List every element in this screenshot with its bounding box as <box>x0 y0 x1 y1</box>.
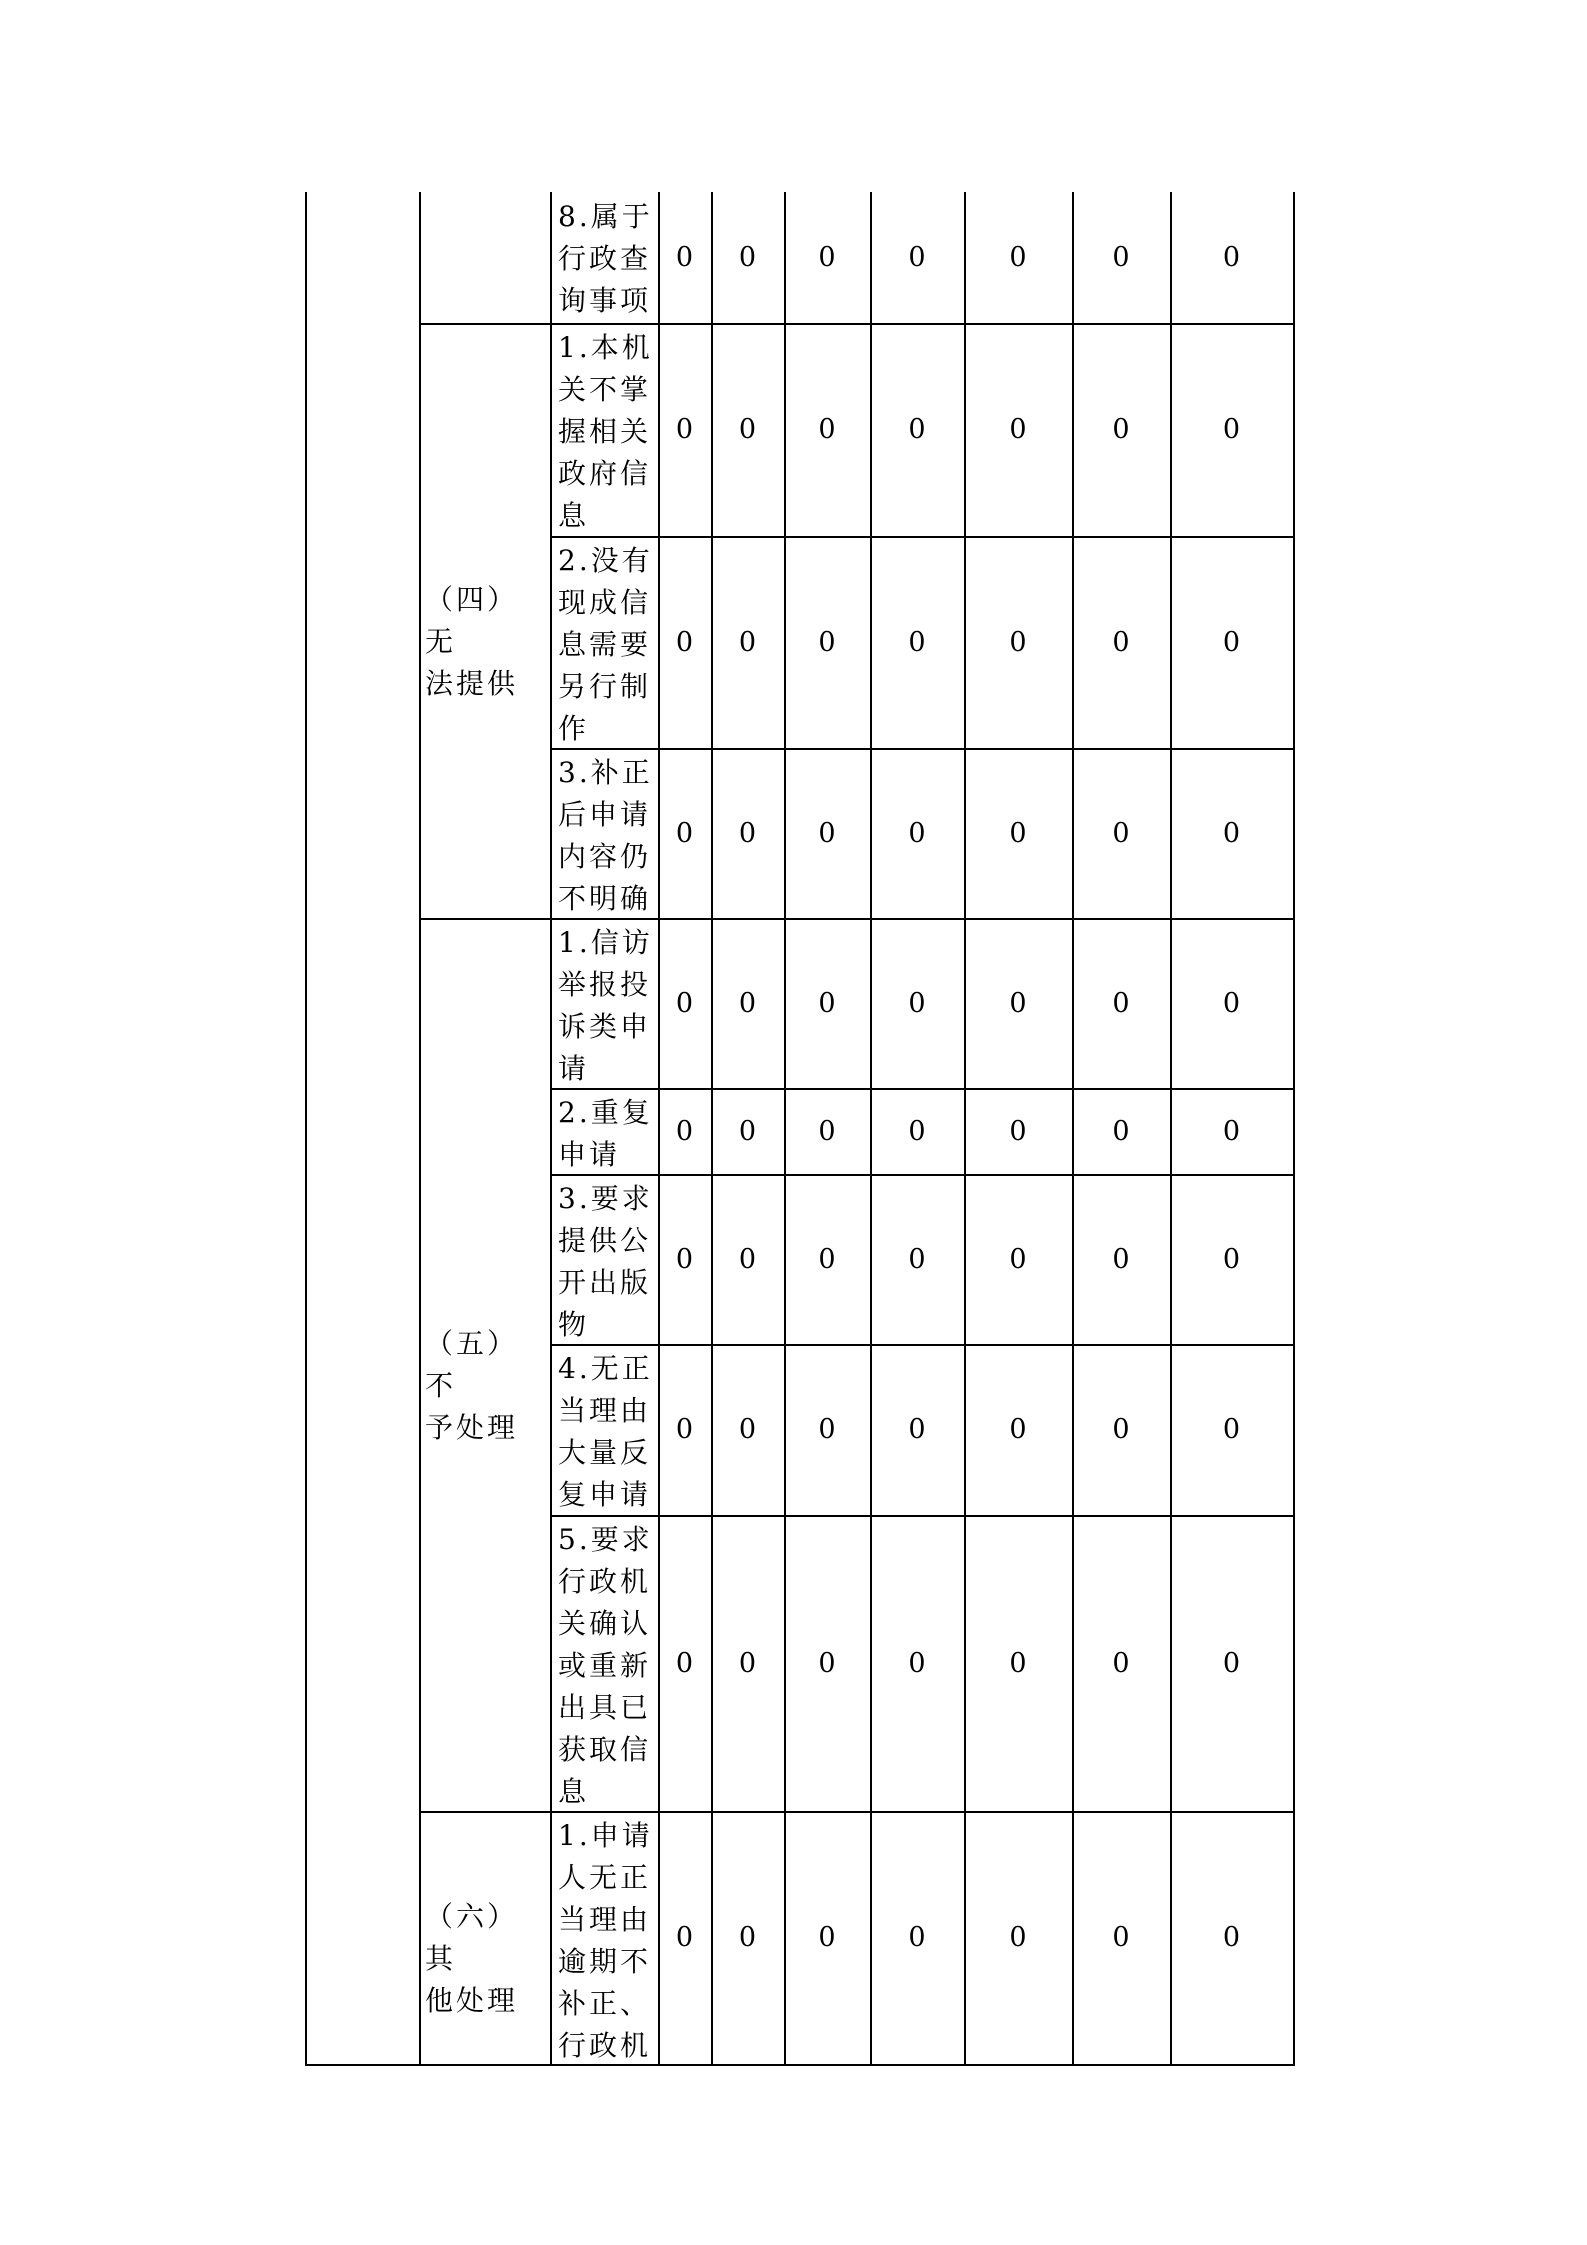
row-label: 4.无正 当理由 大量反 复申请 <box>558 1352 653 1511</box>
table-border-left <box>305 192 307 2066</box>
group-label: （六）其 他处理 <box>425 1899 519 2017</box>
value-cell: 0 <box>675 626 694 658</box>
column-divider <box>550 192 552 2064</box>
value-cell: 0 <box>818 1115 836 1147</box>
value-cell: 0 <box>1009 242 1027 273</box>
value-cell: 0 <box>1222 626 1241 658</box>
value-cell: 0 <box>1009 987 1027 1019</box>
value-cell: 0 <box>818 1647 836 1679</box>
value-cell: 0 <box>738 1922 757 1953</box>
value-cell: 0 <box>1222 817 1241 849</box>
value-cell: 0 <box>675 242 694 273</box>
value-cell: 0 <box>1009 626 1027 658</box>
value-cell: 0 <box>1009 817 1027 849</box>
value-cell: 0 <box>1112 1414 1130 1445</box>
value-cell: 0 <box>908 1922 926 1953</box>
value-cell: 0 <box>1112 987 1130 1019</box>
value-cell: 0 <box>908 1647 926 1679</box>
group-label: （四）无 法提供 <box>425 582 519 700</box>
value-cell: 0 <box>1222 1414 1241 1445</box>
row-label: 2.重复 申请 <box>558 1096 653 1171</box>
table-border-bottom <box>305 2064 1295 2066</box>
value-cell: 0 <box>1222 1647 1241 1679</box>
value-cell: 0 <box>1112 817 1130 849</box>
value-cell: 0 <box>1009 1243 1027 1275</box>
value-cell: 0 <box>738 1647 757 1679</box>
row-label: 1.本机 关不掌 握相关 政府信 息 <box>558 331 653 532</box>
value-cell: 0 <box>1009 414 1027 445</box>
value-cell: 0 <box>675 1115 694 1147</box>
value-cell: 0 <box>675 987 694 1019</box>
value-cell: 0 <box>1112 1115 1130 1147</box>
value-cell: 0 <box>675 1243 694 1275</box>
group-label: （五）不 予处理 <box>425 1326 519 1444</box>
value-cell: 0 <box>1009 1115 1027 1147</box>
value-cell: 0 <box>818 1243 836 1275</box>
value-cell: 0 <box>908 1115 926 1147</box>
value-cell: 0 <box>675 1922 694 1953</box>
value-cell: 0 <box>1222 1922 1241 1953</box>
value-cell: 0 <box>1222 1115 1241 1147</box>
value-cell: 0 <box>908 1243 926 1275</box>
value-cell: 0 <box>818 626 836 658</box>
row-label: 5.要求 行政机 关确认 或重新 出具已 获取信 息 <box>558 1523 653 1808</box>
value-cell: 0 <box>675 1647 694 1679</box>
value-cell: 0 <box>738 987 757 1019</box>
value-cell: 0 <box>1112 414 1130 445</box>
value-cell: 0 <box>738 242 757 273</box>
value-cell: 0 <box>1112 242 1130 273</box>
value-cell: 0 <box>1112 1647 1130 1679</box>
value-cell: 0 <box>908 987 926 1019</box>
column-divider <box>419 192 421 2064</box>
value-cell: 0 <box>818 987 836 1019</box>
value-cell: 0 <box>818 242 836 273</box>
value-cell: 0 <box>1222 414 1241 445</box>
row-label: 1.申请 人无正 当理由 逾期不 补正、 行政机 <box>558 1819 653 2062</box>
value-cell: 0 <box>738 1414 757 1445</box>
value-cell: 0 <box>675 414 694 445</box>
value-cell: 0 <box>738 1115 757 1147</box>
value-cell: 0 <box>1222 987 1241 1019</box>
row-label: 3.补正 后申请 内容仍 不明确 <box>558 756 653 915</box>
value-cell: 0 <box>818 1922 836 1953</box>
value-cell: 0 <box>1009 1922 1027 1953</box>
row-label: 1.信访 举报投 诉类申 请 <box>558 926 653 1085</box>
value-cell: 0 <box>738 817 757 849</box>
row-label: 8.属于 行政查 询事项 <box>558 200 653 317</box>
value-cell: 0 <box>818 414 836 445</box>
value-cell: 0 <box>738 626 757 658</box>
value-cell: 0 <box>1112 626 1130 658</box>
row-label: 2.没有 现成信 息需要 另行制 作 <box>558 544 653 745</box>
value-cell: 0 <box>1112 1243 1130 1275</box>
value-cell: 0 <box>738 414 757 445</box>
value-cell: 0 <box>908 1414 926 1445</box>
value-cell: 0 <box>908 817 926 849</box>
value-cell: 0 <box>818 1414 836 1445</box>
value-cell: 0 <box>908 414 926 445</box>
value-cell: 0 <box>1112 1922 1130 1953</box>
value-cell: 0 <box>738 1243 757 1275</box>
value-cell: 0 <box>908 242 926 273</box>
value-cell: 0 <box>675 817 694 849</box>
row-label: 3.要求 提供公 开出版 物 <box>558 1182 653 1341</box>
column-divider <box>1293 192 1295 2064</box>
value-cell: 0 <box>908 626 926 658</box>
value-cell: 0 <box>818 817 836 849</box>
value-cell: 0 <box>1009 1414 1027 1445</box>
value-cell: 0 <box>1009 1647 1027 1679</box>
value-cell: 0 <box>675 1414 694 1445</box>
value-cell: 0 <box>1222 242 1241 273</box>
value-cell: 0 <box>1222 1243 1241 1275</box>
